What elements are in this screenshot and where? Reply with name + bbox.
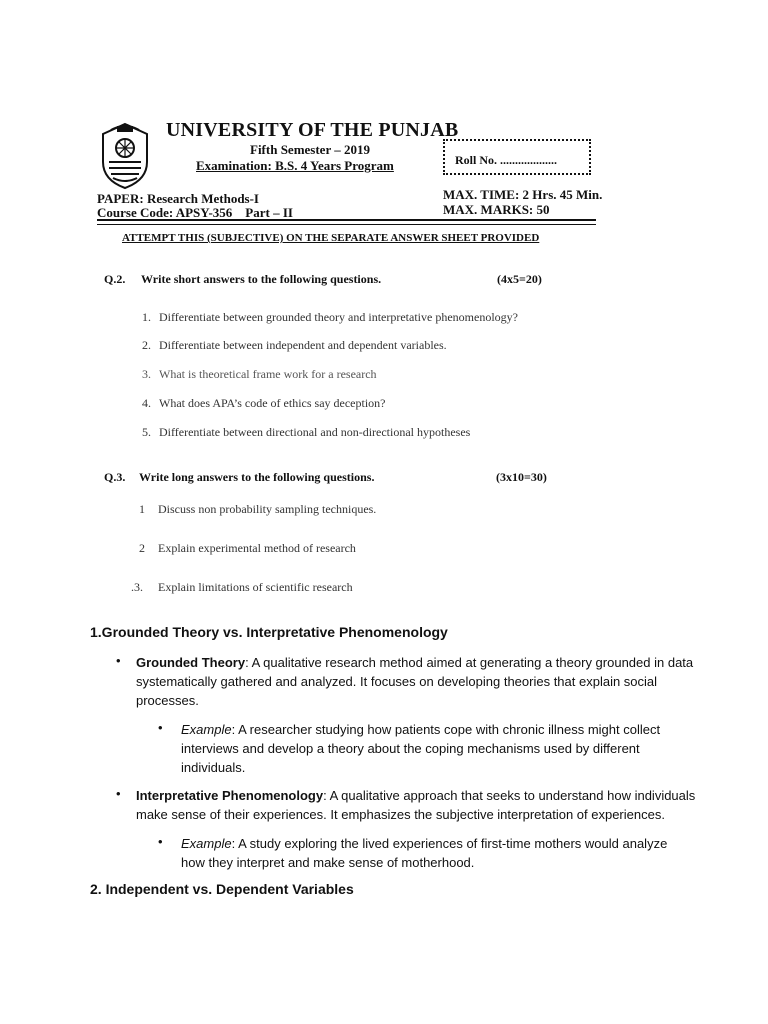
interpretative-phenomenology-example	[181, 834, 681, 872]
answer-heading-2: 2. Independent vs. Dependent Variables	[90, 881, 354, 897]
bullet-grounded-example: •	[158, 720, 163, 735]
max-marks: MAX. MARKS: 50	[443, 202, 550, 217]
q3-item-3	[131, 580, 353, 595]
q2-item-3	[142, 367, 377, 382]
q2-item-5-number: 5.	[142, 425, 151, 439]
bullet-interpretative-example: •	[158, 834, 163, 849]
q3-item-2-text: Explain experimental method of research	[158, 541, 356, 555]
bullet-interpretative-phenomenology: •	[116, 786, 121, 801]
q2-item-1-text: Differentiate between grounded theory and interpretative phenomenology?	[159, 310, 518, 324]
interpretative-example-label: Example	[181, 836, 232, 851]
grounded-theory-definition: : A qualitative research method aimed at generating a theory grounded in data systematically gathered and analyzed. It focuses on developing theories that explain social processes.	[136, 655, 694, 708]
q3-item-2	[139, 541, 356, 556]
examination-line: Examination: B.S. 4 Years Program	[196, 158, 394, 173]
grounded-theory-paragraph	[136, 653, 696, 710]
q3-number: Q.3.	[104, 470, 126, 484]
q2-item-2-text: Differentiate between independent and dependent variables.	[159, 338, 447, 352]
q2-item-5	[142, 425, 470, 440]
q2-marks: (4x5=20)	[497, 272, 542, 286]
instruction-line: ATTEMPT THIS (SUBJECTIVE) ON THE SEPARATE ANSWER SHEET PROVIDED	[122, 232, 540, 244]
q2-item-4-text: What does APA’s code of ethics say deception?	[159, 396, 386, 410]
q2-item-3-number: 3.	[142, 367, 151, 381]
q3-item-1	[139, 502, 376, 517]
q2-item-3-text: What is theoretical frame work for a research	[159, 367, 377, 381]
q2-item-5-text: Differentiate between directional and non-directional hypotheses	[159, 425, 471, 439]
header-divider-thin	[97, 224, 596, 225]
q3-item-1-number: 1	[139, 502, 145, 516]
q2-item-2	[142, 338, 447, 353]
q3-item-2-number: 2	[139, 541, 145, 555]
q2-number: Q.2.	[104, 272, 126, 286]
q2-item-2-number: 2.	[142, 338, 151, 352]
q2-item-1-number: 1.	[142, 310, 151, 324]
roll-number-box	[443, 139, 591, 175]
semester-line: Fifth Semester – 2019	[250, 142, 370, 157]
paper-title: PAPER: Research Methods-I	[97, 191, 259, 206]
university-title: UNIVERSITY OF THE PUNJAB	[166, 119, 459, 141]
interpretative-phenomenology-term: Interpretative Phenomenology	[136, 788, 324, 803]
bullet-grounded-theory: •	[116, 653, 121, 668]
q3-item-3-number: .3.	[131, 580, 143, 594]
max-time: MAX. TIME: 2 Hrs. 45 Min.	[443, 187, 603, 202]
interpretative-example-text: : A study exploring the lived experiences of first-time mothers would analyze how they interpret and make sense of motherhood.	[181, 836, 668, 870]
header-divider	[97, 219, 596, 221]
grounded-theory-example	[181, 720, 661, 777]
q3-item-3-text: Explain limitations of scientific research	[158, 580, 353, 594]
q3-instruction: Write long answers to the following questions.	[139, 470, 375, 484]
q2-item-4	[142, 396, 386, 411]
university-crest-logo	[97, 122, 153, 190]
roll-number-label: Roll No. ...................	[455, 153, 557, 167]
q3-item-1-text: Discuss non probability sampling techniques.	[158, 502, 377, 516]
q2-item-1	[142, 310, 518, 325]
interpretative-phenomenology-definition: : A qualitative approach that seeks to understand how individuals make sense of their experiences. It emphasizes the subjective interpretation of experiences.	[136, 788, 696, 822]
q2-instruction: Write short answers to the following questions.	[141, 272, 382, 286]
q2-item-4-number: 4.	[142, 396, 151, 410]
grounded-example-label: Example	[181, 722, 232, 737]
grounded-theory-term: Grounded Theory	[136, 655, 246, 670]
interpretative-phenomenology-paragraph	[136, 786, 696, 824]
q3-marks: (3x10=30)	[496, 470, 547, 484]
course-code: Course Code: APSY-356 Part – II	[97, 205, 293, 220]
grounded-example-text: : A researcher studying how patients cope with chronic illness might collect interviews and develop a theory about the coping mechanisms used by different individuals.	[181, 722, 661, 775]
answer-heading-1: 1.Grounded Theory vs. Interpretative Phenomenology	[90, 624, 448, 640]
